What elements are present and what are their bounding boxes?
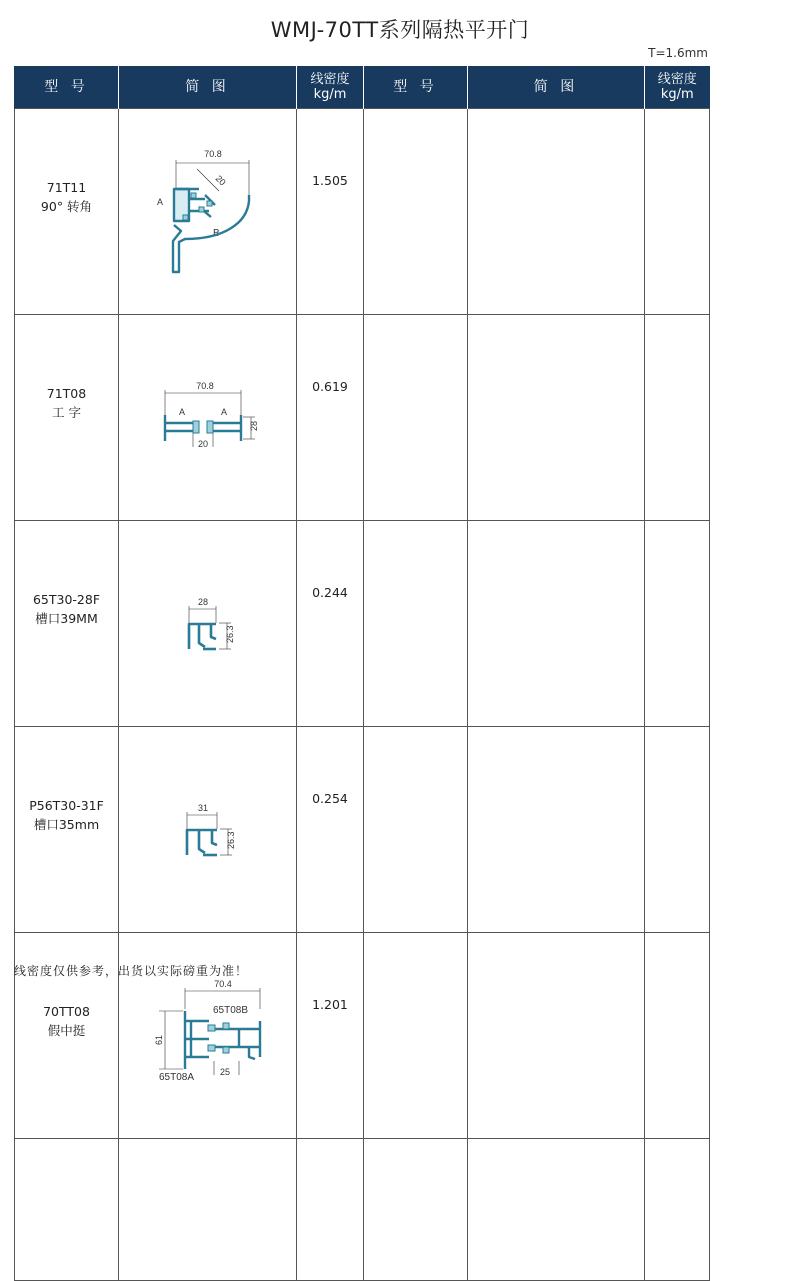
corner-profile-drawing xyxy=(119,141,297,282)
figure-cell xyxy=(119,109,297,315)
figure-cell xyxy=(119,315,297,521)
model-code: 71T08 xyxy=(46,385,87,401)
dim-width-label: 70.8 xyxy=(196,381,214,391)
part-a-label: A xyxy=(157,197,164,207)
header-weight-line2: kg/m xyxy=(313,87,347,102)
empty-cell xyxy=(468,933,645,1139)
empty-cell xyxy=(364,727,468,933)
part-b-label: B xyxy=(213,228,220,239)
table-row xyxy=(15,109,710,315)
empty-cell xyxy=(468,521,645,727)
empty-cell xyxy=(15,1139,119,1281)
empty-cell xyxy=(468,315,645,521)
dim-gap-label: 20 xyxy=(197,439,209,449)
table-row xyxy=(15,521,710,727)
header-weight xyxy=(297,66,364,109)
dim-height-label: 28 xyxy=(249,420,259,431)
empty-cell xyxy=(119,1139,297,1281)
footnote: 线密度仅供参考，出货以实际磅重为准！ xyxy=(14,964,249,978)
model-code: 71T11 xyxy=(46,179,87,195)
empty-cell xyxy=(364,521,468,727)
header-weight-line1-2: 线密度 xyxy=(657,72,697,87)
model-code: P56T30-31F xyxy=(29,797,104,813)
i-beam-profile-drawing xyxy=(119,347,297,488)
empty-cell xyxy=(364,933,468,1139)
table-row xyxy=(15,727,710,933)
model-cell xyxy=(15,315,119,521)
empty-cell xyxy=(645,933,710,1139)
part-a-left-label: A xyxy=(179,407,186,417)
weight-cell: 0.254 xyxy=(297,727,364,933)
table-row xyxy=(15,1139,710,1281)
figure-cell xyxy=(119,727,297,933)
header-weight-line2-2: kg/m xyxy=(660,87,694,102)
empty-cell xyxy=(468,109,645,315)
part-a-code-label: 65T08A xyxy=(159,1072,195,1083)
model-cell xyxy=(15,109,119,315)
empty-cell xyxy=(297,1139,364,1281)
empty-cell xyxy=(468,1139,645,1281)
weight-cell: 0.244 xyxy=(297,521,364,727)
empty-cell xyxy=(645,727,710,933)
model-name: 工 字 xyxy=(52,404,81,420)
model-name: 槽口39MM xyxy=(35,610,98,626)
header-figure-2: 简 图 xyxy=(468,66,645,109)
empty-cell xyxy=(645,521,710,727)
model-name: 90° 转角 xyxy=(40,198,93,214)
empty-cell xyxy=(364,109,468,315)
header-weight-2 xyxy=(645,66,710,109)
part-b-code-label: 65T08B xyxy=(213,1005,249,1016)
header-model: 型 号 xyxy=(15,66,119,109)
slot-profile-31-drawing xyxy=(119,759,297,900)
weight-cell: 0.619 xyxy=(297,315,364,521)
model-name: 槽口35mm xyxy=(33,816,100,832)
header-model-2: 型 号 xyxy=(364,66,468,109)
empty-cell xyxy=(468,727,645,933)
mullion-profile-drawing xyxy=(119,965,297,1106)
part-a-right-label: A xyxy=(221,407,228,417)
empty-cell xyxy=(364,1139,468,1281)
model-name: 假中挺 xyxy=(47,1022,86,1038)
table-header-row xyxy=(15,66,710,109)
dim-width-label: 70.4 xyxy=(214,979,232,989)
header-weight-line1: 线密度 xyxy=(310,72,350,87)
empty-cell xyxy=(645,315,710,521)
figure-cell xyxy=(119,521,297,727)
model-cell xyxy=(15,521,119,727)
dim-width-label: 70.8 xyxy=(204,149,222,159)
weight-cell: 1.505 xyxy=(297,109,364,315)
slot-profile-28-drawing xyxy=(119,553,297,694)
dim-height-label: 26.3 xyxy=(225,625,235,643)
weight-cell: 1.201 xyxy=(297,933,364,1139)
model-code: 70TT08 xyxy=(43,1003,90,1019)
model-cell xyxy=(15,727,119,933)
empty-cell xyxy=(645,109,710,315)
dim-height-label: 61 xyxy=(154,1034,164,1045)
page-title: WMJ-70TT系列隔热平开门 xyxy=(270,18,530,42)
dim-width-label: 31 xyxy=(197,803,209,813)
table-row xyxy=(15,315,710,521)
dim-bottom-label: 25 xyxy=(219,1067,231,1077)
empty-cell xyxy=(364,315,468,521)
thickness-spec: T=1.6mm xyxy=(648,46,708,60)
profile-table xyxy=(14,66,710,1281)
header-figure: 简 图 xyxy=(119,66,297,109)
dim-height-label: 26.3 xyxy=(226,831,236,849)
dim-depth-label: 20 xyxy=(213,173,228,188)
empty-cell xyxy=(645,1139,710,1281)
dim-width-label: 28 xyxy=(197,597,209,607)
model-code: 65T30-28F xyxy=(32,591,101,607)
